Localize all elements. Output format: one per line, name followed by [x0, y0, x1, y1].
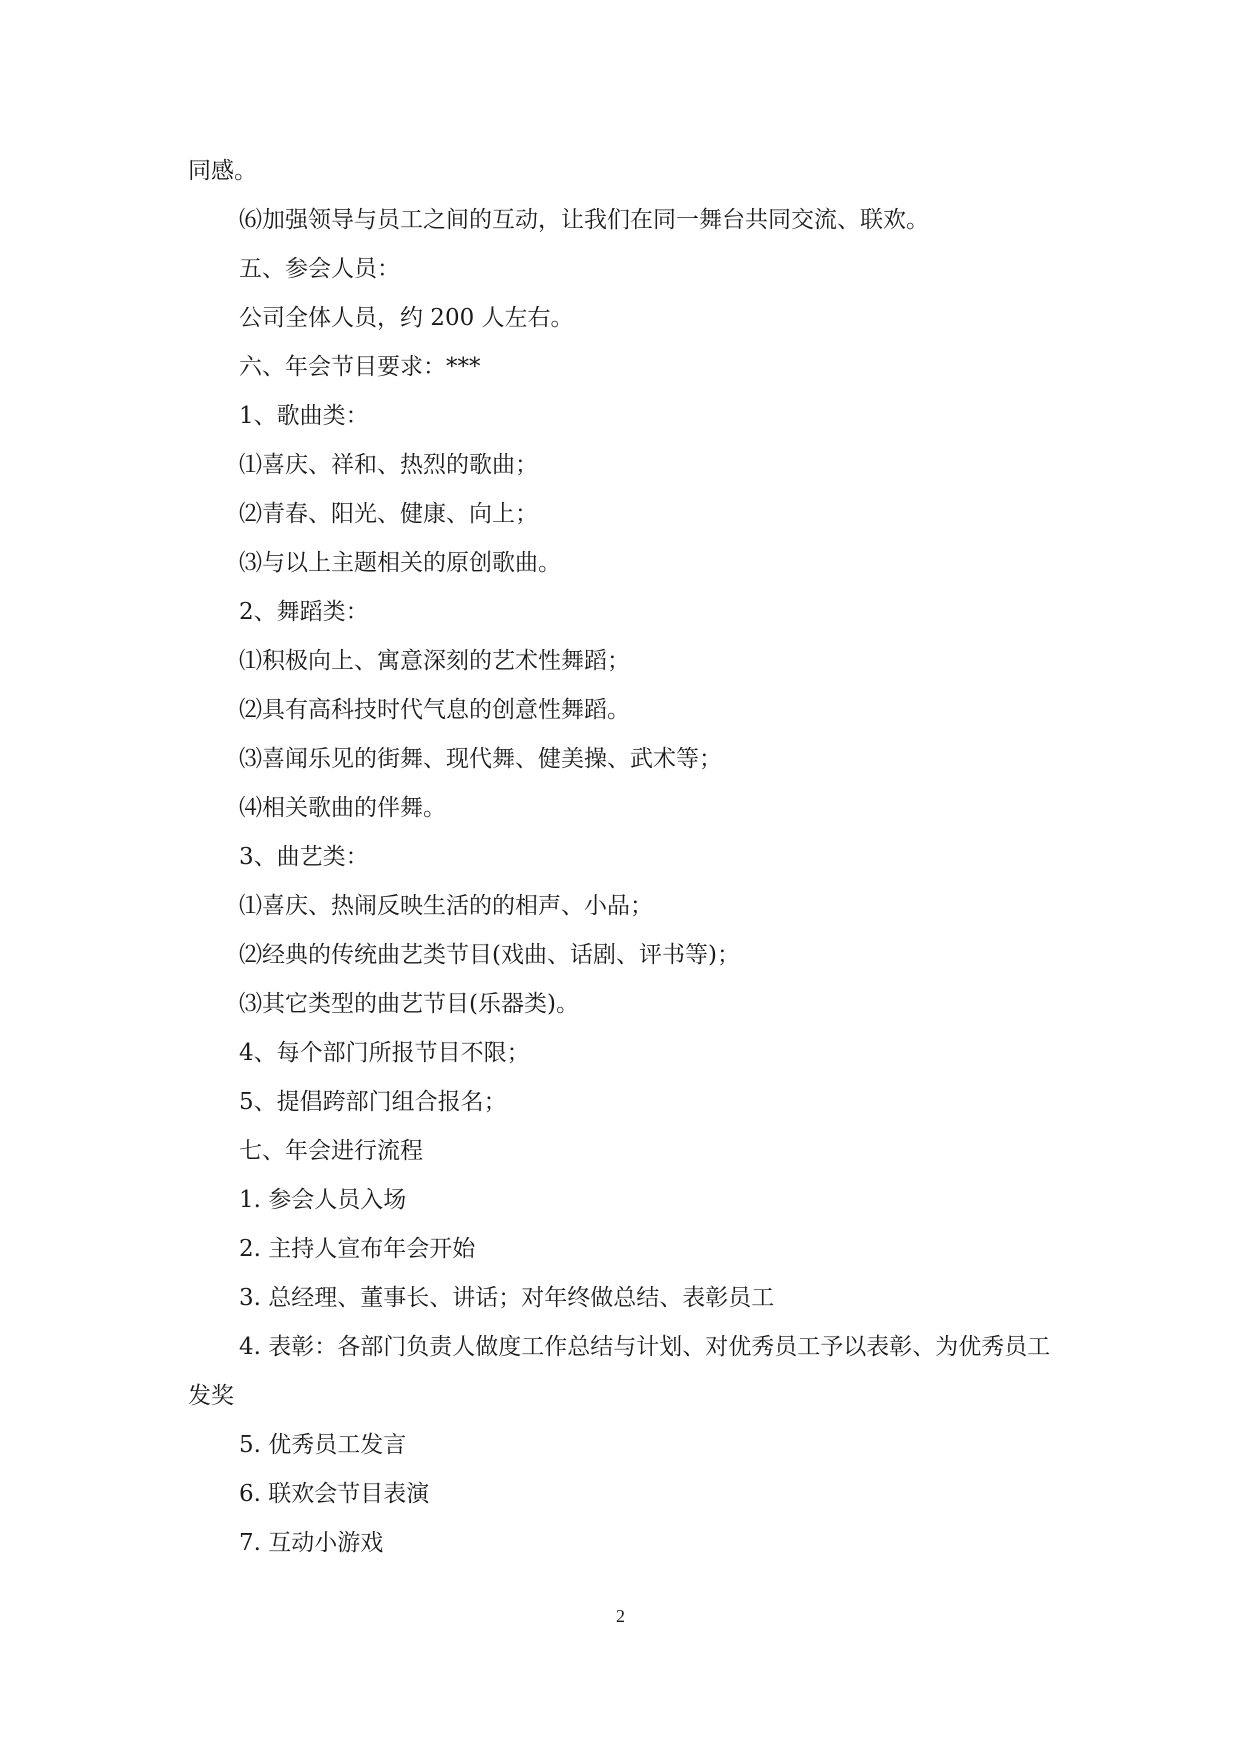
paragraph-line: ⑶喜闻乐见的街舞、现代舞、健美操、武术等；	[239, 746, 722, 772]
paragraph-line: 1、歌曲类：	[239, 403, 369, 429]
paragraph-line: ⑵具有高科技时代气息的创意性舞蹈。	[239, 697, 630, 723]
paragraph-line: ⑷相关歌曲的伴舞。	[239, 795, 446, 821]
paragraph-line: ⑵经典的传统曲艺类节目(戏曲、话剧、评书等)；	[239, 942, 740, 968]
paragraph-line: 五、参会人员：	[239, 256, 400, 282]
paragraph-line: 5、提倡跨部门组合报名；	[239, 1089, 507, 1115]
paragraph-line: 同感。	[188, 158, 257, 184]
paragraph-line: ⑶其它类型的曲艺节目(乐器类)。	[239, 991, 579, 1017]
paragraph-line: 1. 参会人员入场	[239, 1187, 407, 1213]
paragraph-line: ⑴喜庆、热闹反映生活的的相声、小品；	[239, 893, 653, 919]
document-body	[188, 147, 1058, 1568]
paragraph-line: 2. 主持人宣布年会开始	[239, 1236, 476, 1262]
paragraph-line: ⑵青春、阳光、健康、向上；	[239, 501, 538, 527]
paragraph-line: ⑶与以上主题相关的原创歌曲。	[239, 550, 561, 576]
paragraph-line: 6. 联欢会节目表演	[239, 1481, 430, 1507]
paragraph-line: 六、年会节目要求：***	[239, 354, 481, 380]
paragraph-line: 3. 总经理、董事长、讲话；对年终做总结、表彰员工	[239, 1285, 775, 1311]
paragraph-line: 7. 互动小游戏	[239, 1530, 384, 1556]
paragraph-line: 4. 表彰：各部门负责人做度工作总结与计划、对优秀员工予以表彰、为优秀员工发奖	[188, 1334, 1051, 1409]
paragraph-line: 3、曲艺类：	[239, 844, 369, 870]
paragraph-line: 5. 优秀员工发言	[239, 1432, 407, 1458]
paragraph-line: ⑴积极向上、寓意深刻的艺术性舞蹈；	[239, 648, 630, 674]
paragraph-line: 2、舞蹈类：	[239, 599, 369, 625]
paragraph-line: 七、年会进行流程	[239, 1138, 423, 1164]
page-number: 2	[616, 1606, 625, 1626]
paragraph-line: ⑹加强领导与员工之间的互动，让我们在同一舞台共同交流、联欢。	[239, 207, 929, 233]
paragraph-line: ⑴喜庆、祥和、热烈的歌曲；	[239, 452, 538, 478]
paragraph-line: 4、每个部门所报节目不限；	[239, 1040, 530, 1066]
paragraph-line: 公司全体人员，约 200 人左右。	[239, 305, 574, 331]
